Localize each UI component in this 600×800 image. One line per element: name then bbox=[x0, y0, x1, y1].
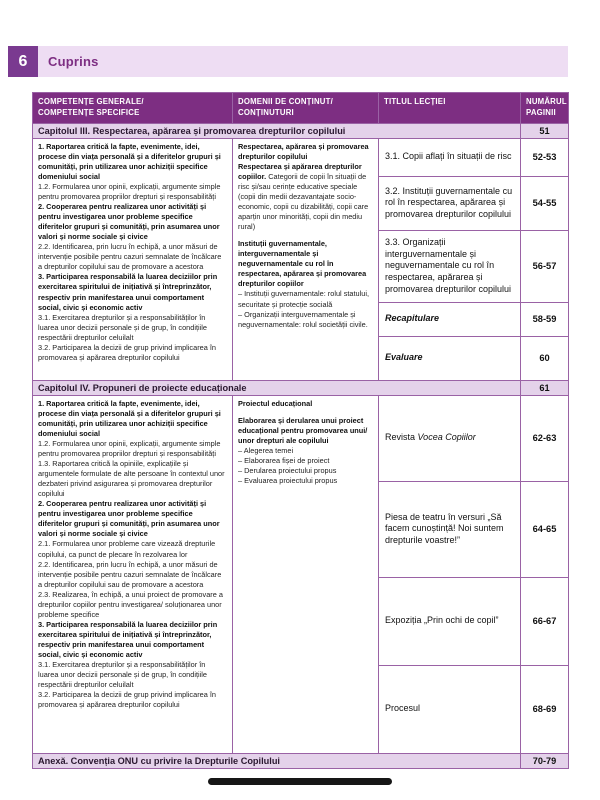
annex-title: Anexă. Convenția ONU cu privire la Drepturile Copilului bbox=[33, 753, 521, 768]
col-header-titlul: TITLUL LECȚIEI bbox=[379, 93, 521, 124]
competency-item: 3.1. Exercitarea drepturilor și a responsabilităților în luarea unor decizii personale și de grup, în condițiile respectării drepturilor celuilalt bbox=[38, 660, 208, 690]
bottom-bar bbox=[208, 778, 392, 785]
lesson-title-procesul: Procesul bbox=[379, 665, 521, 753]
competency-item: 1.2. Formularea unor opinii, explicații, argumente simple pentru promovarea propriilor drepturi și responsabilități bbox=[38, 182, 221, 202]
col-header-competente: COMPETENȚE GENERALE/ COMPETENȚE SPECIFICE bbox=[33, 93, 233, 124]
chapter3-competencies-cell bbox=[33, 138, 233, 380]
page-header bbox=[8, 46, 568, 77]
lesson-pages: 64-65 bbox=[521, 481, 569, 577]
chapter4-row bbox=[33, 380, 569, 395]
chapter4-content-cell bbox=[233, 395, 379, 753]
lesson-title-expozitia: Expoziția „Prin ochi de copil” bbox=[379, 577, 521, 665]
chapter4-title: Capitolul IV. Propuneri de proiecte educaționale bbox=[33, 380, 521, 395]
page-number-badge bbox=[8, 46, 38, 77]
lesson-title: 3.2. Instituții guvernamentale cu rol în respectarea, apărarea și promovarea drepturilor copilului bbox=[379, 176, 521, 230]
chapter3-page: 51 bbox=[521, 123, 569, 138]
competency-item: 3. Participarea responsabilă la luarea deciziilor prin exercitarea spiritului de inițiativă și întreprinzător, respectiv prin manifestarea unui comportament social, civic și economic activ bbox=[38, 272, 218, 312]
lesson-title-piesa: Piesa de teatru în versuri „Să facem cunoștință! Noi suntem drepturile voastre!” bbox=[379, 481, 521, 577]
lesson-pages: 56-57 bbox=[521, 230, 569, 302]
competency-item: 2. Cooperarea pentru realizarea unor activități și pentru investigarea unor probleme specifice diferitelor grupuri și comunități, prin asumarea unor valori și norme sociale și civice bbox=[38, 202, 220, 242]
content-item: Respectarea, apărarea și promovarea drepturilor copilului bbox=[238, 141, 369, 161]
annex-row bbox=[33, 753, 569, 768]
lesson-pages: 66-67 bbox=[521, 577, 569, 665]
competency-item: 1. Raportarea critică la fapte, evenimente, idei, procese din viața personală și a diferitelor grupuri și comunități, prin utilizarea unor achiziții specifice domeniului social bbox=[38, 141, 221, 181]
toc-table bbox=[32, 92, 569, 769]
page-title: Cuprins bbox=[48, 54, 99, 69]
lesson-pages: 52-53 bbox=[521, 138, 569, 176]
lesson-title: 3.3. Organizații interguvernamentale și neguvernamentale cu rol în respectarea, apărarea și promovarea drepturilor copilului bbox=[379, 230, 521, 302]
content-item: Elaborarea și derularea unui proiect educațional pentru promovarea unui/ unor drepturi ale copilului bbox=[238, 415, 368, 445]
competency-item: 2.2. Identificarea, prin lucru în echipă, a unor măsuri de intervenție posibile pentru cazuri semnalate de încălcare a drepturilor copilului sau de promovare a acestora bbox=[38, 242, 222, 272]
competency-item: 1. Raportarea critică la fapte, evenimente, idei, procese din viața personală și a diferitelor grupuri și comunități, prin utilizarea unor achiziții specifice domeniului social bbox=[38, 398, 221, 438]
competency-item: 2.2. Identificarea, prin lucru în echipă, a unor măsuri de intervenție posibile pentru cazuri semnalate de încălcare a drepturilor copilului sau de promovare a acestora bbox=[38, 559, 222, 589]
content-item: Respectarea și apărarea drepturilor copiilor. Categorii de copii în situații de risc și/sau cerințe educative speciale (copii din medii dezavantajate socio-economic, copii cu dizabilități, copii care aparțin unor minorități, copii din mediu rural) bbox=[238, 161, 369, 232]
competency-item: 3.1. Exercitarea drepturilor și a responsabilităților în luarea unor decizii personale și de grup, în condițiile respectării drepturilor celuilalt bbox=[38, 312, 208, 342]
col-header-domenii: DOMENII DE CONȚINUT/ CONȚINUTURI bbox=[233, 93, 379, 124]
competency-item: 2.1. Formularea unor probleme care vizează drepturile copilului, ca punct de plecare în rezolvarea lor bbox=[38, 539, 216, 559]
content-item: – Evaluarea proiectului propus bbox=[238, 476, 338, 486]
content-item: – Derularea proiectului propus bbox=[238, 466, 337, 476]
content-item: Proiectul educațional bbox=[238, 398, 313, 408]
competency-item: 3.2. Participarea la decizii de grup privind implicarea în promovarea și apărarea drepturilor copilului bbox=[38, 690, 216, 710]
page-number: 6 bbox=[18, 52, 28, 70]
table-header-row bbox=[33, 93, 569, 124]
annex-pages: 70-79 bbox=[521, 753, 569, 768]
competency-item: 1.2. Formularea unor opinii, explicații, argumente simple pentru promovarea propriilor drepturi și responsabilități bbox=[38, 439, 221, 459]
content-item: – Alegerea temei bbox=[238, 446, 294, 455]
table-row bbox=[33, 395, 569, 481]
chapter4-page: 61 bbox=[521, 380, 569, 395]
competency-item: 1.3. Raportarea critică la opiniile, explicațiile și argumentele formulate de alte persoane în contextul unor dezbateri privind asigurarea și promovarea drepturilor copilului bbox=[38, 459, 225, 499]
chapter4-competencies-cell bbox=[33, 395, 233, 753]
lesson-title: 3.1. Copii aflați în situații de risc bbox=[379, 138, 521, 176]
content-item: – Instituții guvernamentale: rolul statului, securitate și protecție socială bbox=[238, 289, 370, 309]
chapter3-title: Capitolul III. Respectarea, apărarea și promovarea drepturilor copilului bbox=[33, 123, 521, 138]
competency-item: 2. Cooperarea pentru realizarea unor activități și pentru investigarea unor probleme specifice diferitelor grupuri și comunități, prin asumarea unor valori și norme sociale și civice bbox=[38, 499, 220, 539]
content-item: – Organizații interguvernamentale și neguvernamentale: rolul societății civile. bbox=[238, 309, 368, 329]
lesson-pages: 58-59 bbox=[521, 302, 569, 336]
competency-item: 3.2. Participarea la decizii de grup privind implicarea în promovarea și apărarea drepturilor copilului bbox=[38, 342, 216, 362]
content-item: – Elaborarea fișei de proiect bbox=[238, 456, 330, 466]
table-row bbox=[33, 138, 569, 176]
chapter3-content-cell bbox=[233, 138, 379, 380]
lesson-pages: 62-63 bbox=[521, 395, 569, 481]
lesson-title-recapitulare: Recapitulare bbox=[379, 302, 521, 336]
lesson-pages: 60 bbox=[521, 336, 569, 380]
competency-item: 3. Participarea responsabilă la luarea deciziilor prin exercitarea spiritului de inițiativă și întreprinzător, respectiv prin manifestarea unui comportament social, civic și economic activ bbox=[38, 619, 218, 659]
chapter3-row bbox=[33, 123, 569, 138]
lesson-title-evaluare: Evaluare bbox=[379, 336, 521, 380]
competency-item: 2.3. Realizarea, în echipă, a unui proiect de promovare a drepturilor copiilor pentru investigarea/ soluționarea unor probleme specifice bbox=[38, 589, 223, 619]
lesson-pages: 68-69 bbox=[521, 665, 569, 753]
lesson-title-revista: Revista Vocea Copiilor bbox=[379, 395, 521, 481]
col-header-numarul: NUMĂRUL PAGINII bbox=[521, 93, 569, 124]
lesson-pages: 54-55 bbox=[521, 176, 569, 230]
title-band bbox=[38, 46, 568, 77]
content-item: Instituții guvernamentale, interguvernamentale și neguvernamentale cu rol în respectarea, apărarea și promovarea drepturilor copiilor bbox=[238, 239, 367, 289]
